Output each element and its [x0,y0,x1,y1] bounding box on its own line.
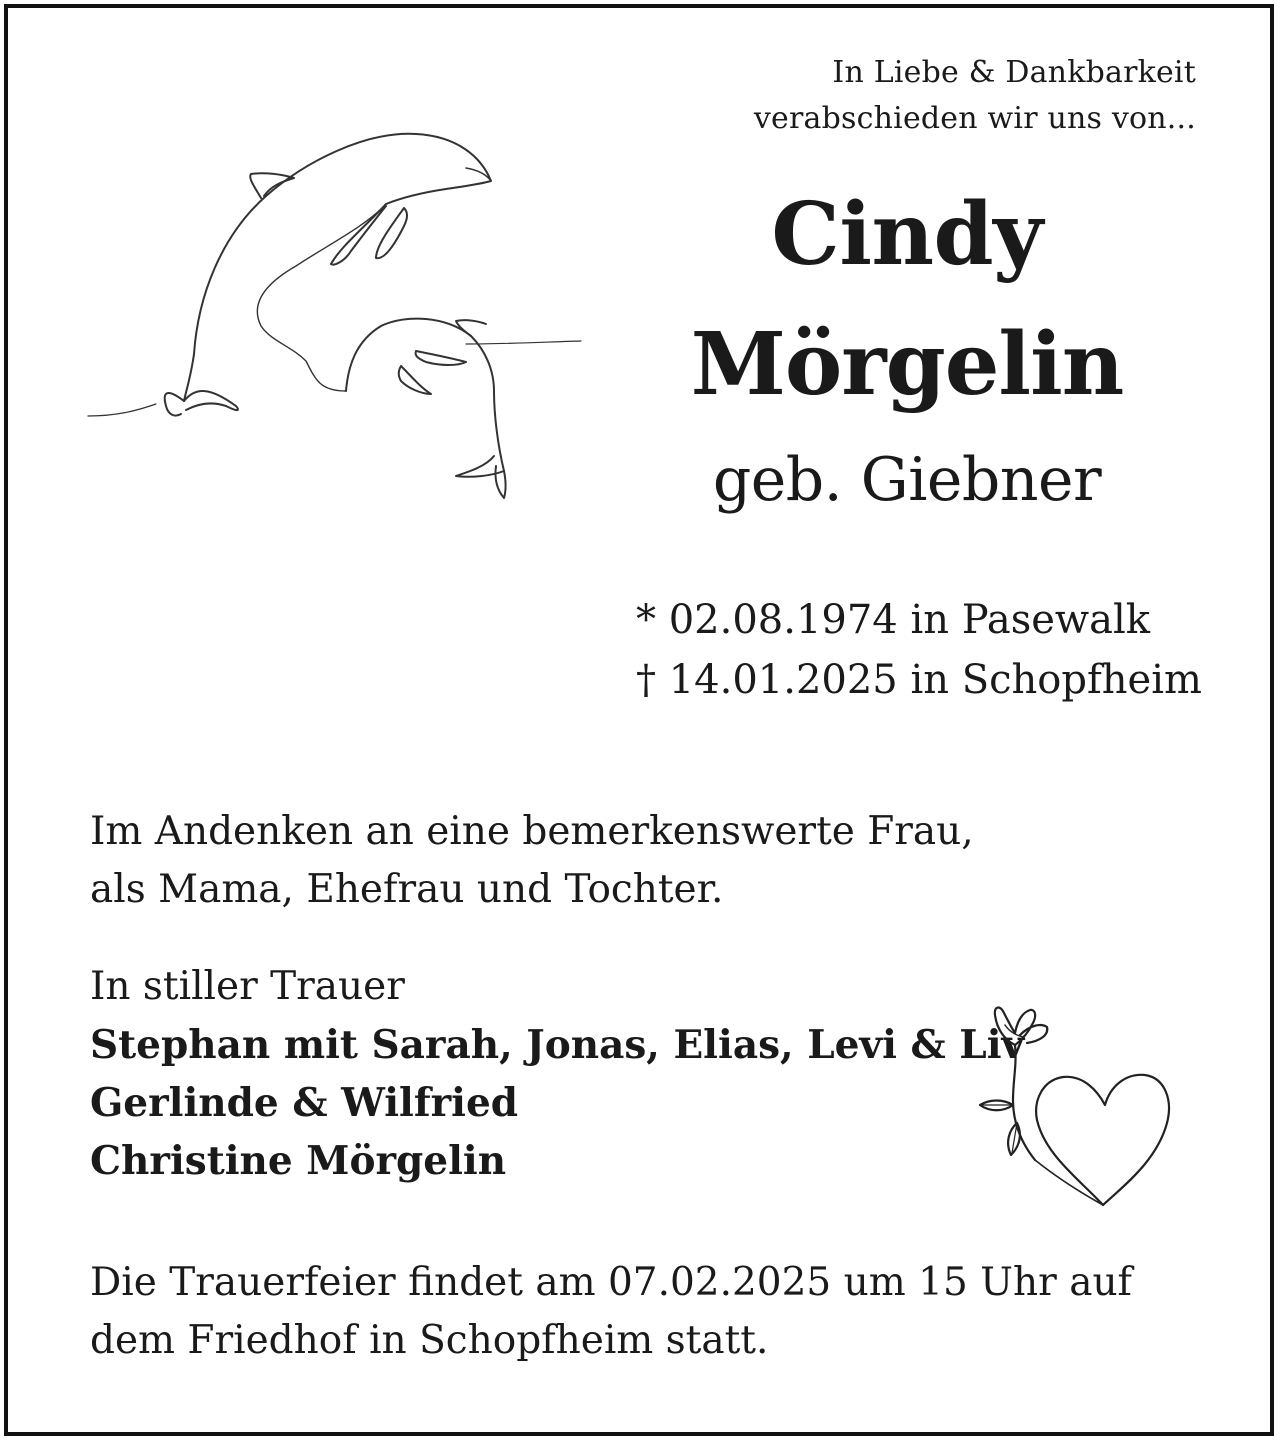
death-date: † 14.01.2025 in Schopfheim [636,657,1202,703]
ceremony-line-2: dem Friedhof in Schopfheim statt. [90,1318,769,1363]
intro-text [754,50,1196,142]
intro-line-2: verabschieden wir uns von... [753,101,1196,136]
remembrance-text [90,803,974,919]
intro-line-1: In Liebe & Dankbarkeit [832,55,1196,90]
ceremony-line-1: Die Trauerfeier findet am 07.02.2025 um 15 Uhr auf [90,1260,1132,1305]
deceased-maiden-name: geb. Giebner [712,445,1102,515]
heart-flower-illustration [975,995,1180,1215]
deceased-first-name: Cindy [771,184,1043,285]
remembrance-line-2: als Mama, Ehefrau und Tochter. [90,867,724,912]
mourner-name: Christine Mörgelin [90,1138,507,1184]
ceremony-info [90,1254,1132,1370]
dolphins-illustration [86,126,586,506]
mourner-name: Stephan mit Sarah, Jonas, Elias, Levi & Liv [90,1022,1025,1068]
life-dates [636,590,1202,710]
mourners-heading: In stiller Trauer [90,964,405,1009]
birth-date: * 02.08.1974 in Pasewalk [636,597,1151,643]
deceased-last-name: Mörgelin [690,314,1124,415]
remembrance-line-1: Im Andenken an eine bemerkenswerte Frau, [90,809,974,854]
mourner-name: Gerlinde & Wilfried [90,1080,519,1126]
mourners-block [90,958,1024,1190]
